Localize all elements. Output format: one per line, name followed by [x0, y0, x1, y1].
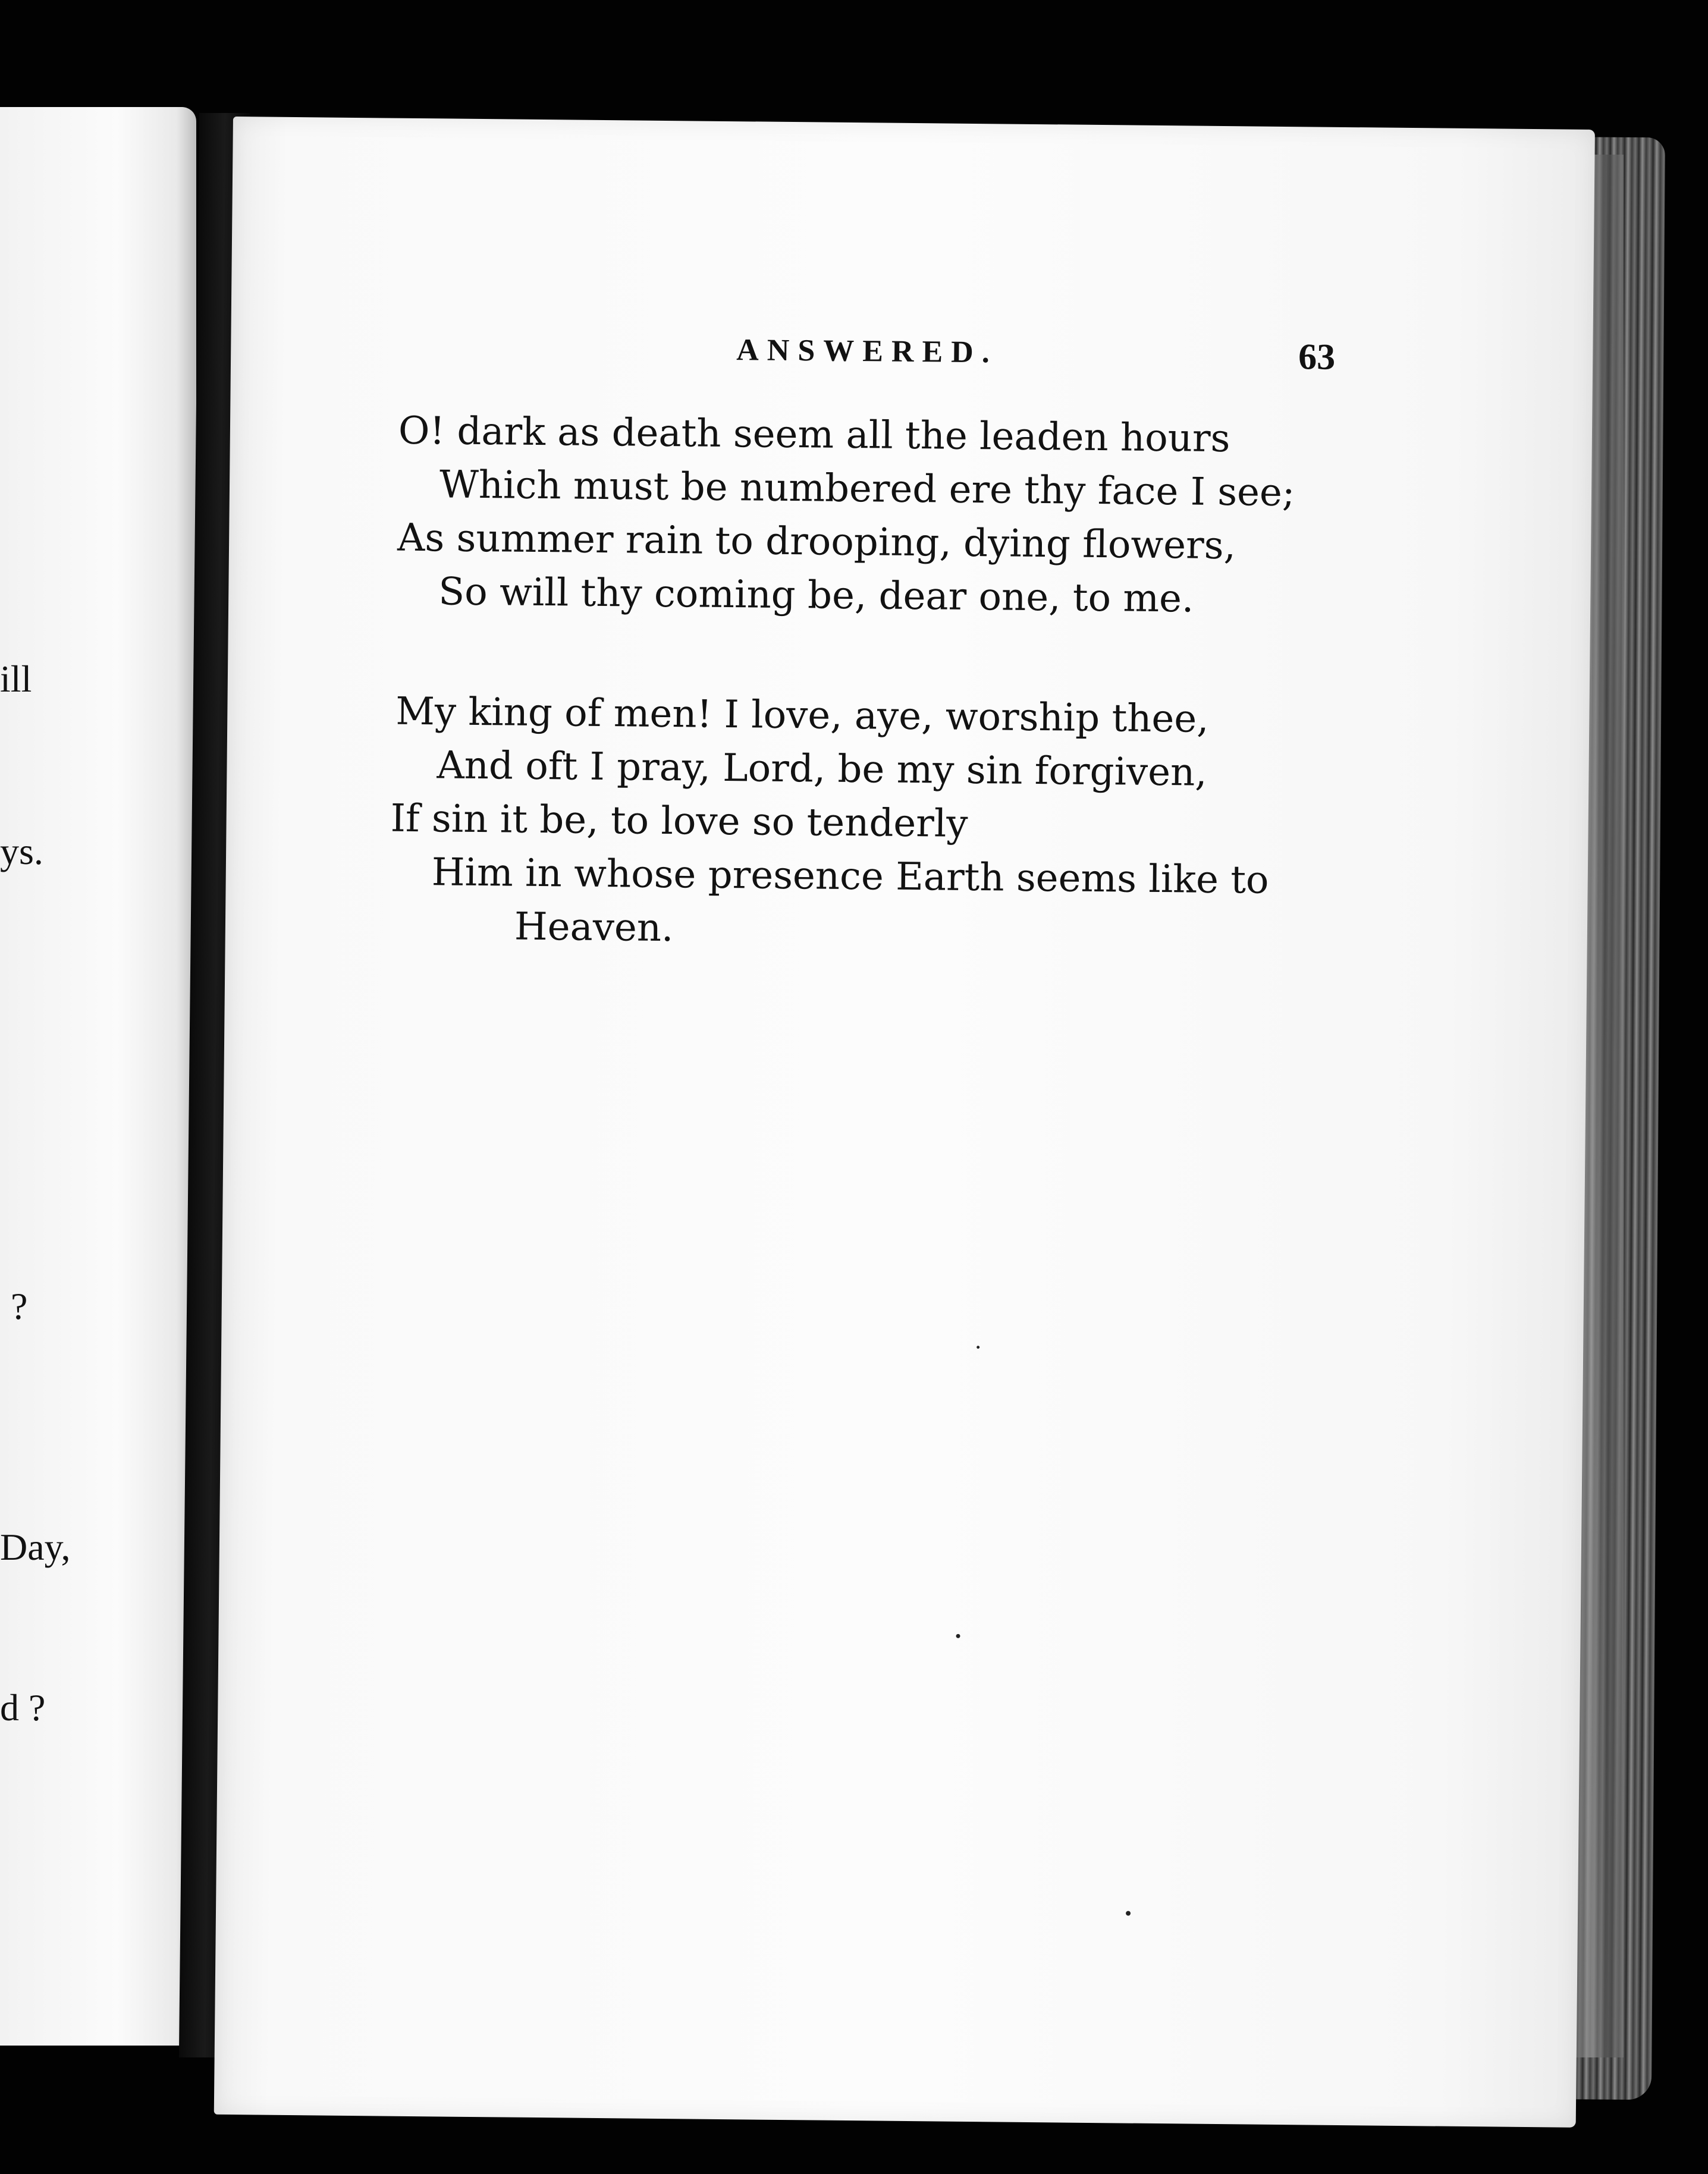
left-page-fragment: d ?: [0, 1686, 46, 1729]
page-text-block: [214, 117, 1595, 2128]
verse-line: If sin it be, to love so tenderly: [390, 796, 968, 846]
verse-line: And oft I pray, Lord, be my sin forgiven,: [437, 743, 1207, 795]
print-speck: [956, 1634, 960, 1638]
verse-line: Heaven.: [514, 904, 674, 951]
running-head: ANSWERED.: [736, 333, 999, 370]
print-speck: [977, 1346, 979, 1349]
left-page-fragment: ill: [0, 658, 32, 700]
verse-line: Which must be numbered ere thy face I see;: [439, 463, 1295, 516]
right-page: [214, 117, 1595, 2128]
left-page-fragment: ys.: [0, 830, 43, 872]
verse-line: O! dark as death seem all the leaden hours: [398, 409, 1230, 461]
verse-line: So will thy coming be, dear one, to me.: [438, 570, 1194, 621]
left-facing-page: [0, 107, 196, 2046]
verse-line: Him in whose presence Earth seems like to: [431, 850, 1269, 903]
print-speck: [1126, 1911, 1131, 1916]
page-number: 63: [1298, 337, 1336, 378]
left-page-fragment: ?: [11, 1285, 28, 1327]
left-page-fragment: Day,: [0, 1526, 71, 1568]
verse-line: As summer rain to drooping, dying flowers,: [397, 516, 1236, 568]
verse-line: My king of men! I love, aye, worship thee,: [395, 689, 1209, 742]
